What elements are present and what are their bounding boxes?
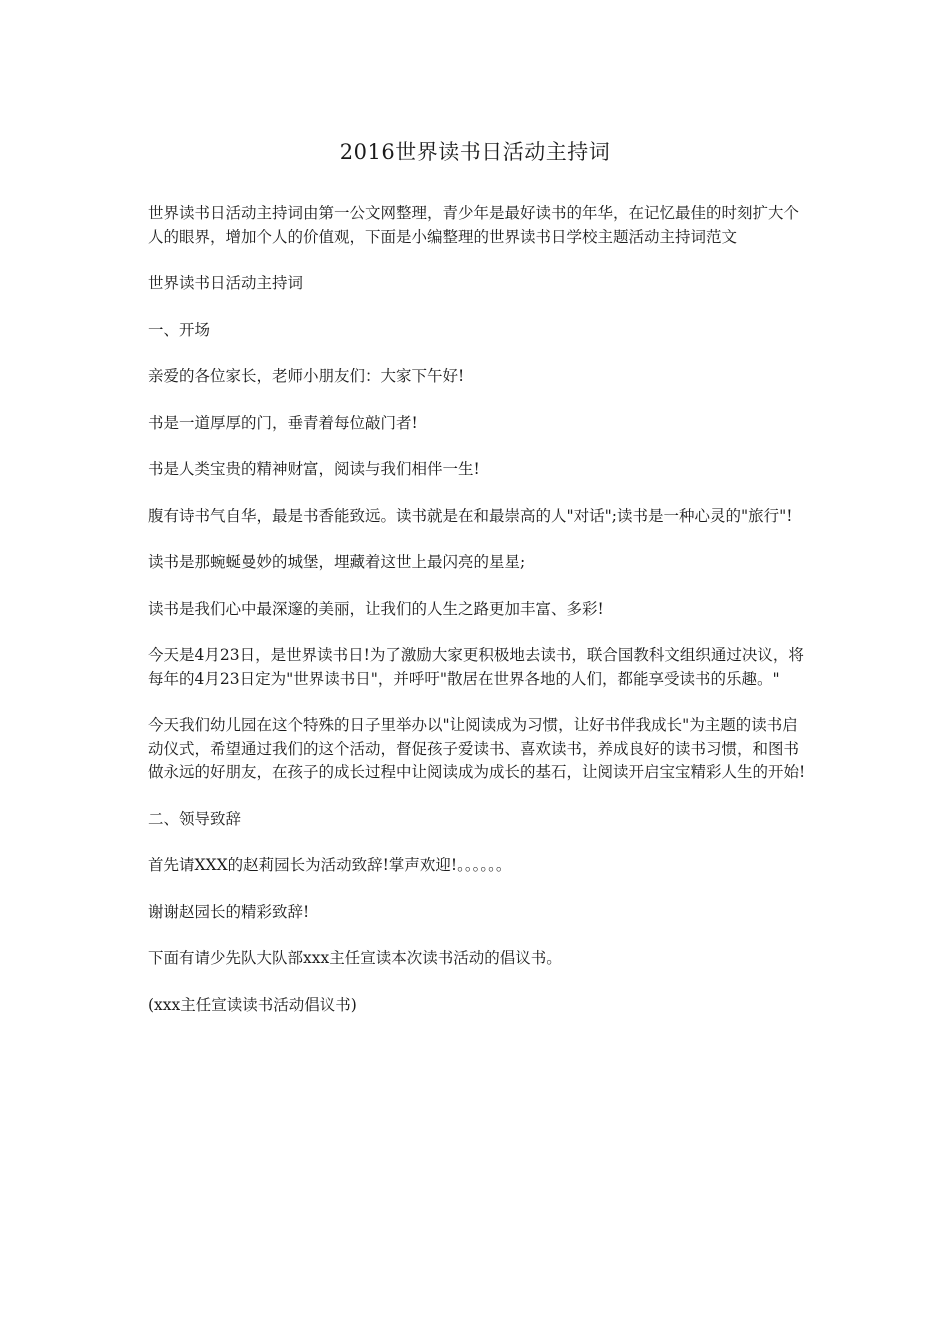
paragraph: 亲爱的各位家长，老师小朋友们：大家下午好! xyxy=(148,367,465,385)
paragraph: 腹有诗书气自华，最是书香能致远。读书就是在和最崇高的人"对话";读书是一种心灵的"旅行"! xyxy=(148,506,793,525)
paragraph: 读书是我们心中最深邃的美丽，让我们的人生之路更加丰富、多彩! xyxy=(148,599,604,618)
document-title: 2016世界读书日活动主持词 xyxy=(339,140,611,164)
paragraph-intro: 世界读书日活动主持词由第一公文网整理，青少年是最好读书的年华，在记忆最佳的时刻扩大个人的眼界，增加个人的价值观，下面是小编整理的世界读书日学校主题活动主持词范文 xyxy=(148,204,800,246)
paragraph: 今天是4月23日，是世界读书日!为了激励大家更积极地去读书，联合国教科文组织通过决议，将每年的4月23日定为"世界读书日"，并呼吁"散居在世界各地的人们，都能享受读书的乐趣。" xyxy=(148,646,804,688)
paragraph: 读书是那蜿蜒曼妙的城堡，埋藏着这世上最闪亮的星星; xyxy=(148,553,526,571)
paragraph: (xxx主任宣读读书活动倡议书) xyxy=(148,995,357,1014)
section-heading-leader-speech: 二、领导致辞 xyxy=(148,809,242,828)
paragraph: 下面有请少先队大队部xxx主任宣读本次读书活动的倡议书。 xyxy=(148,949,562,967)
paragraph: 书是一道厚厚的门，垂青着每位敲门者! xyxy=(148,413,418,432)
paragraph-subtitle: 世界读书日活动主持词 xyxy=(148,274,304,292)
paragraph: 今天我们幼儿园在这个特殊的日子里举办以"让阅读成为习惯，让好书伴我成长"为主题的读书启动仪式，希望通过我们的这个活动，督促孩子爱读书、喜欢读书，养成良好的读书习惯，和图书做永远的好朋友，在孩子的成长过程中让阅读成为成长的基石，让阅读开启宝宝精彩人生的开始! xyxy=(148,716,806,781)
paragraph: 书是人类宝贵的精神财富，阅读与我们相伴一生! xyxy=(148,460,480,478)
paragraph: 首先请XXX的赵莉园长为活动致辞!掌声欢迎!。。。。。。 xyxy=(148,856,512,874)
document-body xyxy=(148,202,808,1040)
paragraph: 谢谢赵园长的精彩致辞! xyxy=(148,902,310,921)
section-heading-opening: 一、开场 xyxy=(148,320,211,339)
